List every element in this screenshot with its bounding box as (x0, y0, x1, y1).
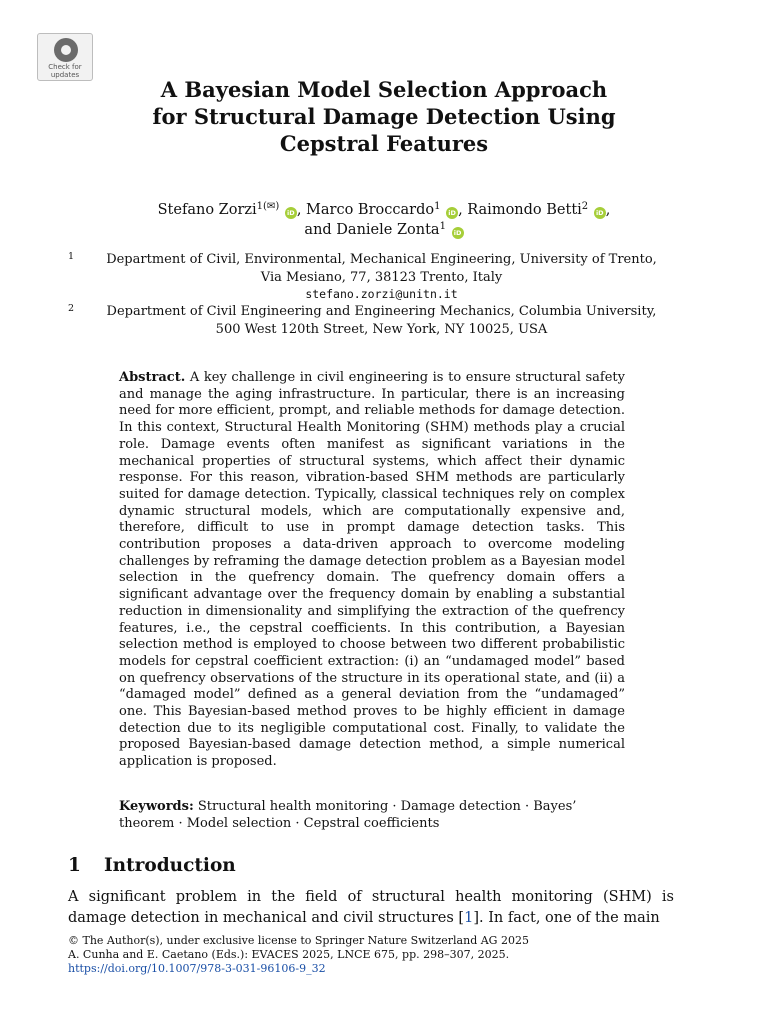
author-line1 (84, 200, 684, 220)
doi-link[interactable]: https://doi.org/10.1007/978-3-031-96106-9_32 (68, 962, 326, 975)
orcid-icon[interactable]: iD (452, 227, 464, 239)
keywords (119, 798, 625, 832)
author-affiliation-mark: 2 (581, 201, 589, 212)
affiliation-1 (68, 251, 680, 304)
citation-line: A. Cunha and E. Caetano (Eds.): EVACES 2025, LNCE 675, pp. 298–307, 2025. (68, 948, 510, 961)
section-heading (68, 855, 236, 876)
author-separator: , (296, 202, 307, 218)
orcid-icon[interactable]: iD (446, 207, 458, 219)
author-email-link[interactable]: stefano.zorzi@unitn.it (305, 287, 458, 301)
affiliation-number: 1 (68, 251, 75, 262)
author-affiliation-mark: 1(✉) (256, 201, 280, 212)
abstract (119, 370, 625, 771)
orcid-icon[interactable]: iD (285, 207, 297, 219)
keywords-text: Structural health monitoring · Damage detection · Bayes’ theorem · Model selection · Cepstral coefficients (119, 799, 577, 831)
intro-paragraph (68, 887, 674, 929)
abstract-label: Abstract. (119, 370, 186, 385)
author-affiliation-mark: 1 (439, 221, 446, 232)
paper-title (84, 76, 684, 157)
author-line2 (84, 220, 684, 240)
check-for-updates-icon (54, 38, 78, 62)
title-line3: Cepstral Features (279, 131, 489, 156)
author-name: and Daniele Zonta (304, 222, 440, 238)
author-separator: , (458, 202, 468, 218)
section-title: Introduction (104, 855, 236, 876)
keywords-label: Keywords: (119, 799, 194, 814)
author-separator: , (605, 202, 611, 218)
orcid-icon[interactable]: iD (594, 207, 606, 219)
affiliation-2 (68, 303, 680, 338)
abstract-text: A key challenge in civil engineering is to ensure structural safety and manage the aging infrastructure. In particular, there is an increasing need for more efficient, prompt, and reliable methods for damage detection. In this context, Structural Health Monitoring (SHM) methods play a crucial role. Damage events often manifest as significant variations in the mechanical properties of structural systems, which affect their dynamic response. For this reason, vibration-based SHM methods are particularly suited for damage detection. Typically, classical techniques rely on complex dynamic structural models, which are computationally expensive and, therefore, difficult to use in prompt damage detection tasks. This contribution proposes a data-driven approach to overcome modeling challenges by reframing the damage detection problem as a Bayesian model selection in the quefrency domain. The quefrency domain offers a significant advantage over the frequency domain by enabling a substantial reduction in dimensionality and simplifying the extraction of the quefrency features, i.e., the cepstral coefficients. In this contribution, a Bayesian selection method is employed to choose between two different probabilistic models for cepstral coefficient extraction: (i) an “undamaged model” based on quefrency observations of the structure in its operational state, and (ii) a “damaged model” defined as a general deviation from the “undamaged” one. This Bayesian-based method proves to be highly efficient in damage detection due to its negligible computational cost. Finally, to validate the proposed Bayesian-based damage detection method, a simple numerical application is proposed. (119, 370, 625, 770)
badge-label-line1: Check for (48, 63, 82, 71)
citation-link[interactable]: 1 (464, 910, 474, 926)
author-name: Marco Broccardo (306, 202, 435, 218)
page-footer (68, 934, 688, 976)
affiliation-line: Via Mesiano, 77, 38123 Trento, Italy (260, 269, 503, 285)
intro-text: ]. In fact, one of the main (473, 910, 660, 926)
section-number: 1 (68, 855, 81, 876)
check-for-updates-badge[interactable] (37, 33, 93, 81)
author-affiliation-mark: 1 (434, 201, 441, 212)
title-line1: A Bayesian Model Selection Approach (160, 77, 608, 102)
affiliation-line: 500 West 120th Street, New York, NY 10025, USA (215, 321, 548, 337)
badge-label-line2: updates (50, 71, 80, 79)
title-line2: for Structural Damage Detection Using (152, 104, 616, 129)
affiliation-line: Department of Civil, Environmental, Mechanical Engineering, University of Trento, (106, 252, 657, 267)
copyright-line: © The Author(s), under exclusive license to Springer Nature Switzerland AG 2025 (68, 934, 529, 947)
author-name: Raimondo Betti (467, 202, 582, 218)
author-list (84, 200, 684, 240)
affiliation-line: Department of Civil Engineering and Engineering Mechanics, Columbia University, (106, 304, 657, 319)
author-name: Stefano Zorzi (157, 202, 257, 218)
intro-text: A significant problem in the field of structural health monitoring (SHM) is damage detection in mechanical and civil structures [ (68, 889, 674, 926)
affiliation-number: 2 (68, 303, 75, 314)
